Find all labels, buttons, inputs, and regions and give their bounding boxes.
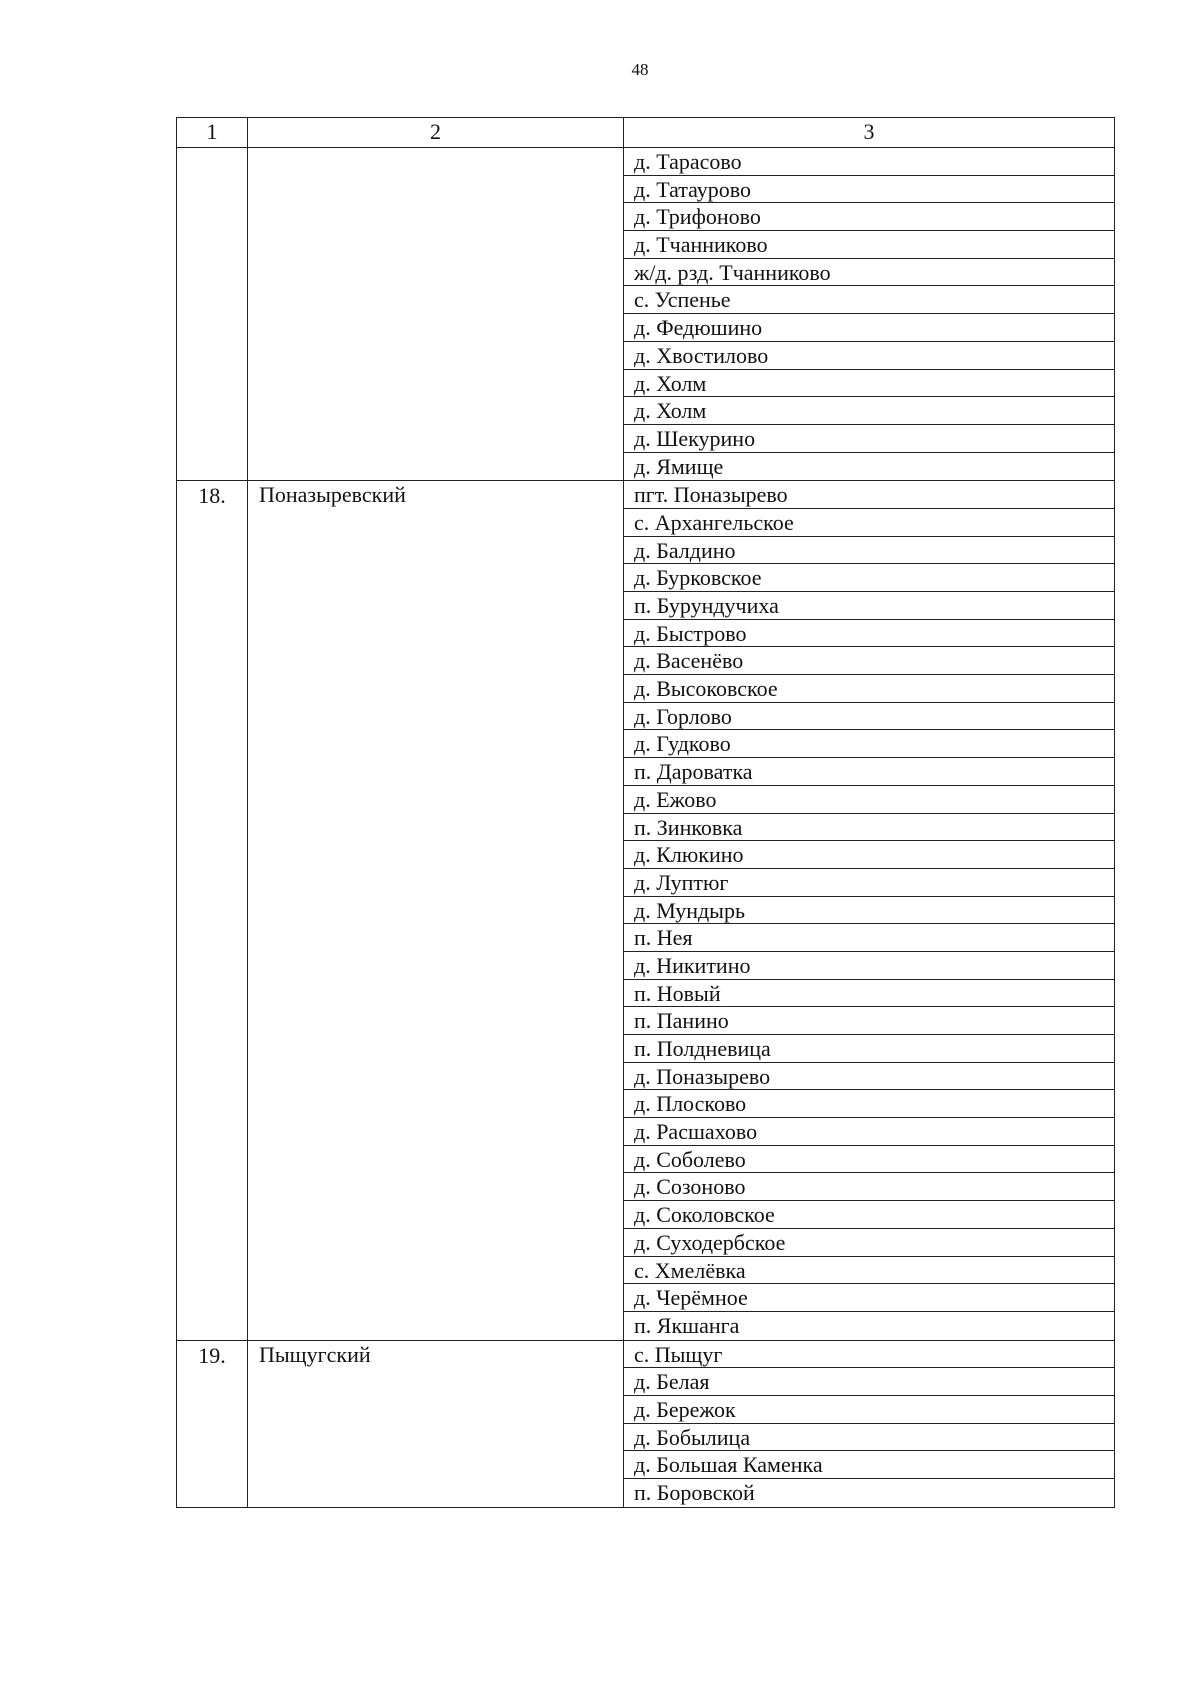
settlement-item: д. Соколовское bbox=[624, 1201, 1114, 1229]
settlement-item: д. Большая Каменка bbox=[624, 1451, 1114, 1479]
settlement-item: п. Дароватка bbox=[624, 758, 1114, 786]
column-header-district: 2 bbox=[248, 118, 624, 148]
settlement-item: с. Архангельское bbox=[624, 509, 1114, 537]
settlement-item: п. Полдневица bbox=[624, 1035, 1114, 1063]
settlement-list bbox=[624, 1341, 1114, 1507]
settlement-list bbox=[624, 481, 1114, 1339]
page-number: 48 bbox=[631, 60, 649, 79]
settlement-item: д. Балдино bbox=[624, 537, 1114, 565]
district-number: 18. bbox=[177, 481, 248, 1340]
settlement-item: д. Поназырево bbox=[624, 1063, 1114, 1091]
settlement-item: д. Тарасово bbox=[624, 148, 1114, 176]
column-header-settlements: 3 bbox=[624, 118, 1115, 148]
settlement-item: д. Черёмное bbox=[624, 1284, 1114, 1312]
settlement-item: д. Холм bbox=[624, 397, 1114, 425]
district-number: 19. bbox=[177, 1340, 248, 1507]
settlement-item: д. Тчанниково bbox=[624, 231, 1114, 259]
settlement-list-cell bbox=[624, 148, 1115, 481]
settlement-item: с. Успенье bbox=[624, 286, 1114, 314]
settlement-item: п. Нея bbox=[624, 924, 1114, 952]
settlement-item: д. Ямище bbox=[634, 453, 724, 479]
settlement-item: п. Панино bbox=[624, 1007, 1114, 1035]
settlement-list-cell bbox=[624, 481, 1115, 1340]
settlement-item: п. Новый bbox=[624, 980, 1114, 1008]
settlement-item: д. Федюшино bbox=[624, 314, 1114, 342]
settlement-item: ж/д. рзд. Тчанниково bbox=[624, 259, 1114, 287]
settlement-item: д. Плосково bbox=[624, 1090, 1114, 1118]
settlement-list-cell bbox=[624, 1340, 1115, 1507]
settlement-item: д. Суходербское bbox=[624, 1229, 1114, 1257]
district-name: Пыщугский bbox=[248, 1340, 624, 1507]
district-name bbox=[248, 148, 624, 481]
settlement-item: д. Шекурино bbox=[624, 425, 1114, 453]
settlement-item: д. Холм bbox=[624, 370, 1114, 398]
settlement-item: д. Бобылица bbox=[624, 1424, 1114, 1452]
settlement-list bbox=[624, 148, 1114, 480]
settlement-item: с. Пыщуг bbox=[624, 1341, 1114, 1369]
settlement-item: д. Татаурово bbox=[624, 176, 1114, 204]
district-number bbox=[177, 148, 248, 481]
settlement-item: д. Быстрово bbox=[624, 620, 1114, 648]
settlements-table bbox=[176, 117, 1115, 1508]
settlement-item: д. Бурковское bbox=[624, 564, 1114, 592]
settlement-item: д. Васенёво bbox=[624, 647, 1114, 675]
district-group-row bbox=[177, 1340, 1115, 1507]
district-name: Поназыревский bbox=[248, 481, 624, 1340]
settlement-item: д. Ежово bbox=[624, 786, 1114, 814]
settlement-item: д. Трифоново bbox=[624, 203, 1114, 231]
settlement-item: д. Хвостилово bbox=[624, 342, 1114, 370]
settlement-item: д. Белая bbox=[624, 1368, 1114, 1396]
settlement-item: д. Никитино bbox=[624, 952, 1114, 980]
settlement-item: д. Созоново bbox=[624, 1173, 1114, 1201]
settlement-item: д. Бережок bbox=[624, 1396, 1114, 1424]
settlement-item: д. Расшахово bbox=[624, 1118, 1114, 1146]
settlement-item: д. Луптюг bbox=[624, 869, 1114, 897]
district-group-row bbox=[177, 481, 1115, 1340]
settlement-item: п. Боровской bbox=[634, 1480, 755, 1505]
settlement-item: с. Хмелёвка bbox=[624, 1257, 1114, 1285]
settlement-item: п. Бурундучиха bbox=[624, 592, 1114, 620]
settlement-item: п. Якшанга bbox=[634, 1312, 740, 1338]
table-header-row bbox=[177, 118, 1115, 148]
settlement-item: пгт. Поназырево bbox=[624, 481, 1114, 509]
settlement-item: д. Мундырь bbox=[624, 897, 1114, 925]
settlement-item: д. Клюкино bbox=[624, 841, 1114, 869]
column-header-number: 1 bbox=[177, 118, 248, 148]
settlement-item: д. Горлово bbox=[624, 703, 1114, 731]
settlement-item: д. Высоковское bbox=[624, 675, 1114, 703]
settlement-item: д. Гудково bbox=[624, 730, 1114, 758]
district-group-row bbox=[177, 148, 1115, 481]
settlement-item: п. Зинковка bbox=[624, 814, 1114, 842]
settlement-item: д. Соболево bbox=[624, 1146, 1114, 1174]
